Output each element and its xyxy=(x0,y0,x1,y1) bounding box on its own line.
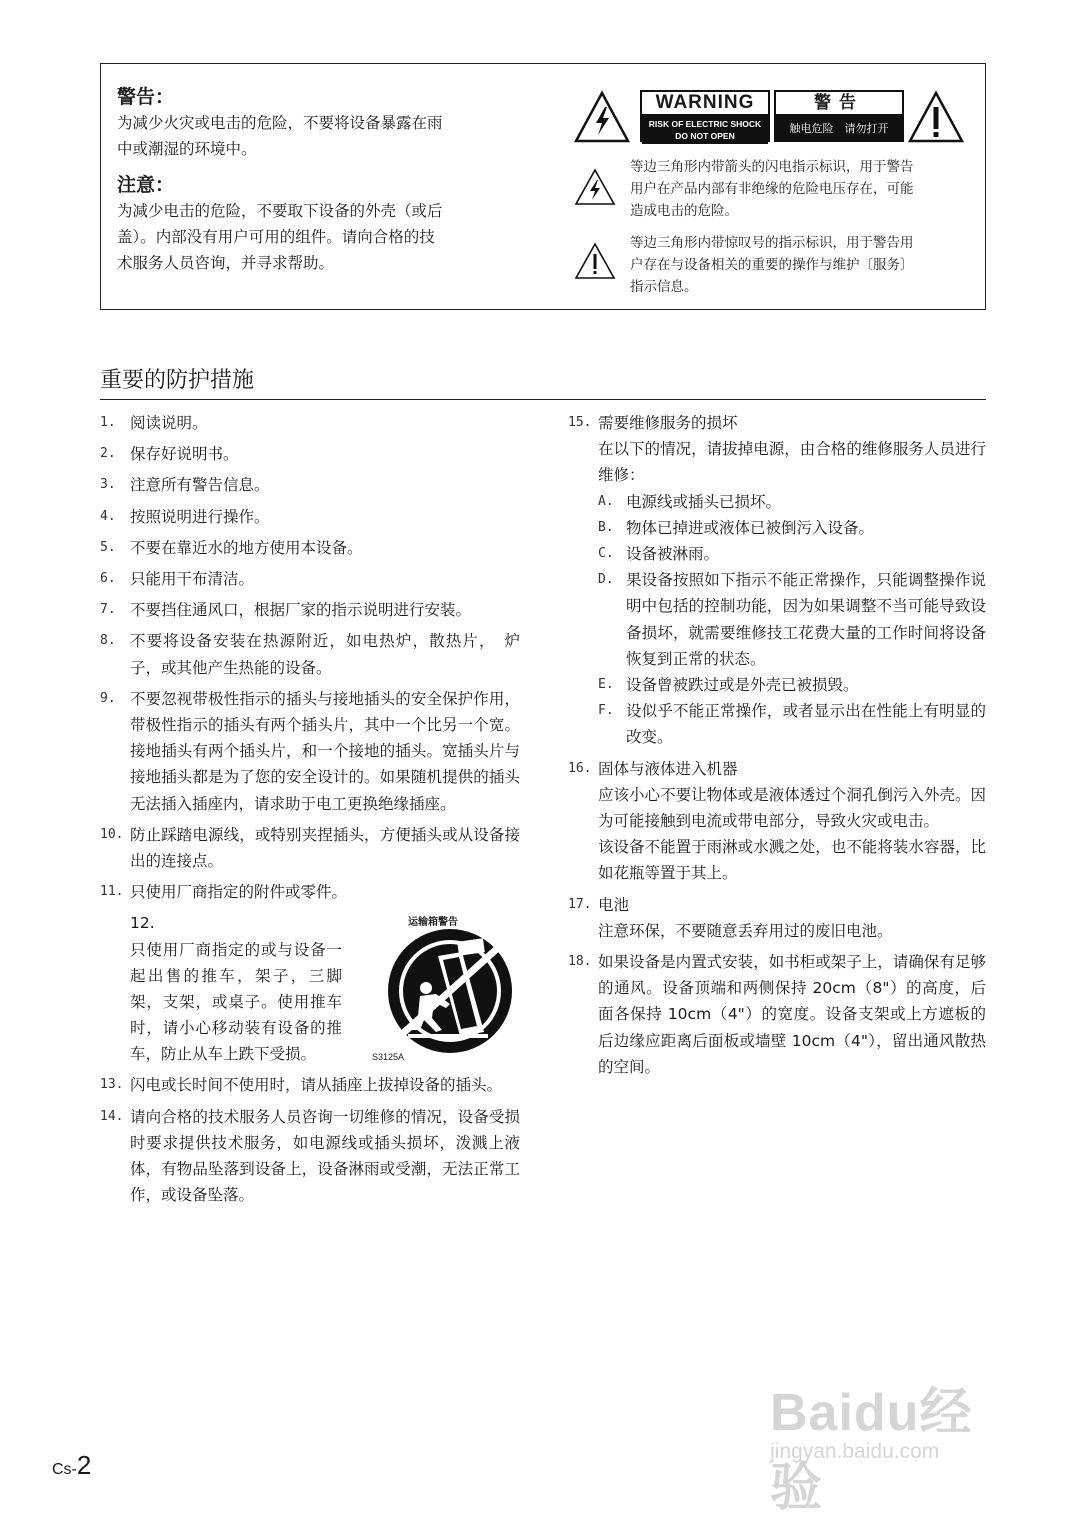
item-number: 4. xyxy=(100,508,116,524)
list-item xyxy=(100,535,520,561)
watermark-url: jingyan.baidu.com xyxy=(770,1440,940,1463)
item-number: 8. xyxy=(100,633,116,649)
baidu-watermark xyxy=(770,1370,1010,1517)
list-item xyxy=(100,1072,520,1098)
list-item xyxy=(100,410,520,436)
warning-label-sub: DO NOT OPEN xyxy=(675,131,735,141)
symbol-desc-line: 用户在产品内部有非绝缘的危险电压存在，可能 xyxy=(630,181,914,197)
warning-label-cn-title: 警告 xyxy=(776,92,902,116)
sub-item-text: 设备被淋雨。 xyxy=(626,545,720,564)
list-item xyxy=(100,686,520,817)
item-number: 17. xyxy=(568,896,592,912)
item-text: 防止踩踏电源线，或特别夹捏插头，方便插头或从设备接出的连接点。 xyxy=(130,825,520,871)
list-item-cart xyxy=(100,910,520,1067)
item-text: 注意所有警告信息。 xyxy=(130,476,270,495)
sub-item-letter: B. xyxy=(598,519,614,535)
symbol-desc-line: 等边三角形内带箭头的闪电指示标识，用于警告 xyxy=(630,159,914,175)
page-number xyxy=(52,1450,91,1481)
symbol-desc-line: 户存在与设备相关的重要的操作与维护〔服务〕 xyxy=(630,257,914,273)
sub-item-letter: E. xyxy=(598,677,614,693)
sub-item-text: 物体已掉进或液体已被倒污入设备。 xyxy=(626,518,875,537)
warning-label-en xyxy=(640,90,770,142)
sub-item-letter: A. xyxy=(598,493,614,509)
item-text: 请向合格的技术服务人员咨询一切维修的情况，设备受损时要求提供技术服务，如电源线或插头损坏，泼溅上液体，有物品坠落到设备上，设备淋雨或受潮，无法正常工作，或设备坠落。 xyxy=(130,1107,520,1205)
item-paragraph: 在以下的情况，请拔掉电源，由合格的维修服务人员进行维修： xyxy=(598,440,986,485)
cart-warning-caption: 运输箱警告 xyxy=(408,917,458,929)
symbol-desc-line: 指示信息。 xyxy=(630,279,698,295)
warning-label-title: WARNING xyxy=(642,92,768,116)
sub-item-text: 果设备按照如下指示不能正常操作，只能调整操作说明中包括的控制功能，因为如果调整不当可能导致设备损坏，就需要维修技工花费大量的工作时间将设备恢复到正常的状态。 xyxy=(626,571,986,668)
sub-item xyxy=(568,489,986,515)
item-paragraph: 应该小心不要让物体或是液体透过个洞孔倒污入外壳。因为可能接触到电流或带电部分，导致火灾或电击。 xyxy=(598,785,986,831)
caution-heading: 注意： xyxy=(117,174,175,196)
item-text: 只使用厂商指定的附件或零件。 xyxy=(130,883,348,902)
exclamation-triangle-icon xyxy=(574,242,616,280)
cart-symbol-code: S3125A xyxy=(372,1052,405,1063)
warning-label-row xyxy=(574,90,974,144)
warning-heading: 警告： xyxy=(117,86,175,108)
sub-item-text: 设备曾被跌过或是外壳已被损毁。 xyxy=(626,676,859,695)
warning-text-line: 中或潮湿的环境中。 xyxy=(117,140,257,158)
item-number: 9. xyxy=(100,690,116,706)
right-column xyxy=(568,410,986,1080)
caution-text-line: 为减少电击的危险，不要取下设备的外壳（或后 xyxy=(117,202,443,220)
item-paragraph: 注意环保，不要随意丢弃用过的废旧电池。 xyxy=(598,921,893,940)
list-item xyxy=(568,410,986,436)
warning-label-sub: RISK OF ELECTRIC SHOCK xyxy=(648,119,762,129)
item-number: 3. xyxy=(100,477,116,493)
item-number: 2. xyxy=(100,446,116,462)
sub-item-text: 电源线或插头已损坏。 xyxy=(626,492,782,511)
item-text: 不要将设备安装在热源附近，如电热炉，散热片， 炉子，或其他产生热能的设备。 xyxy=(130,632,520,677)
cart-tipover-icon xyxy=(380,926,520,1056)
list-item xyxy=(100,472,520,498)
item-text: 不要忽视带极性指示的插头与接地插头的安全保护作用，带极性指示的插头有两个插头片，其中一个比另一个宽。接地插头有两个插头片，和一个接地的插头。宽插头片与接地插头都是为了您的安全设计的。如果随机提供的插头无法插入插座内，请求助于电工更换绝缘插座。 xyxy=(130,689,520,813)
list-item xyxy=(100,628,520,680)
item-number: 11. xyxy=(100,884,124,900)
list-item xyxy=(568,949,986,1080)
sub-item-letter: F. xyxy=(598,703,614,719)
left-column xyxy=(100,410,520,1213)
item-title: 需要维修服务的损坏 xyxy=(598,414,738,432)
list-item xyxy=(100,822,520,874)
item-number: 10. xyxy=(100,826,124,842)
caution-text-line: 术服务人员咨询，并寻求帮助。 xyxy=(117,254,335,272)
list-item xyxy=(100,566,520,592)
sub-item xyxy=(568,698,986,750)
item-text: 保存好说明书。 xyxy=(130,445,239,464)
list-item xyxy=(568,892,986,918)
list-item xyxy=(100,504,520,530)
item-number: 18. xyxy=(568,954,592,970)
warning-label-cn xyxy=(774,90,904,142)
item-number: 1. xyxy=(100,415,116,430)
item-title: 电池 xyxy=(598,895,630,914)
item-number: 16. xyxy=(568,760,592,776)
item-paragraph: 该设备不能置于雨淋或水溅之处，也不能将装水容器，比如花瓶等置于其上。 xyxy=(598,838,986,883)
list-item xyxy=(100,597,520,623)
item-text: 如果设备是内置式安装，如书柜或架子上，请确保有足够的通风。设备顶端和两侧保持 20cm（8"）的高度，后面各保持 10cm（4"）的宽度。设备支架或上方遮板的后边缘应距离后面板或墙壁 10cm（4"），留出通风散热的空间。 xyxy=(598,953,986,1076)
watermark-logo: Baidu经验 xyxy=(770,1384,973,1517)
list-item xyxy=(568,756,986,782)
symbol-desc-line: 等边三角形内带惊叹号的指示标识，用于警告用 xyxy=(630,235,914,251)
list-item xyxy=(100,441,520,467)
page-prefix: Cs- xyxy=(52,1461,77,1478)
item-number: 13. xyxy=(100,1077,124,1093)
warning-text-block xyxy=(117,84,517,276)
exclamation-triangle-icon xyxy=(908,90,964,144)
list-item xyxy=(100,1104,520,1209)
page-number-value: 2 xyxy=(76,1450,92,1480)
item-title: 固体与液体进入机器 xyxy=(598,759,738,778)
symbol-desc-line: 造成电击的危险。 xyxy=(630,203,738,219)
sub-item xyxy=(568,515,986,541)
item-text: 阅读说明。 xyxy=(130,414,208,432)
warning-text-line: 为减少火灾或电击的危险，不要将设备暴露在雨 xyxy=(117,114,443,132)
sub-item-letter: D. xyxy=(598,572,614,588)
item-number: 14. xyxy=(100,1108,124,1124)
warning-box xyxy=(100,63,986,310)
item-text: 只使用厂商指定的或与设备一起出售的推车，架子，三脚架，支架，或桌子。使用推车时，请小心移动装有设备的推车，防止从车上跌下受损。 xyxy=(130,940,342,1064)
warning-label-cn-sub: 触电危险 请勿打开 xyxy=(776,116,902,142)
item-number: 5. xyxy=(100,539,116,555)
sub-item xyxy=(568,541,986,567)
item-number: 6. xyxy=(100,571,116,587)
lightning-triangle-icon xyxy=(574,168,616,206)
item-number: 15. xyxy=(568,415,592,430)
item-text: 闪电或长时间不使用时，请从插座上拔掉设备的插头。 xyxy=(130,1076,503,1095)
item-text: 不要挡住通风口，根据厂家的指示说明进行安装。 xyxy=(130,601,472,620)
item-number: 7. xyxy=(100,602,116,618)
sub-item xyxy=(568,672,986,698)
sub-item xyxy=(568,567,986,672)
lightning-triangle-icon xyxy=(574,90,630,144)
item-number: 12. xyxy=(130,914,155,933)
item-text: 不要在靠近水的地方使用本设备。 xyxy=(130,538,363,557)
section-title: 重要的防护措施 xyxy=(100,365,986,400)
cart-warning-symbol xyxy=(368,910,518,1070)
sub-item-letter: C. xyxy=(598,546,614,562)
lightning-symbol-description xyxy=(574,156,974,226)
exclamation-symbol-description xyxy=(574,232,974,302)
sub-item-text: 设似乎不能正常操作，或者显示出在性能上有明显的改变。 xyxy=(626,702,986,747)
item-text: 只能用干布清洁。 xyxy=(130,570,255,589)
caution-text-line: 盖）。内部没有用户可用的组件。请向合格的技 xyxy=(117,228,435,246)
list-item xyxy=(100,879,520,905)
item-text: 按照说明进行操作。 xyxy=(130,507,270,526)
